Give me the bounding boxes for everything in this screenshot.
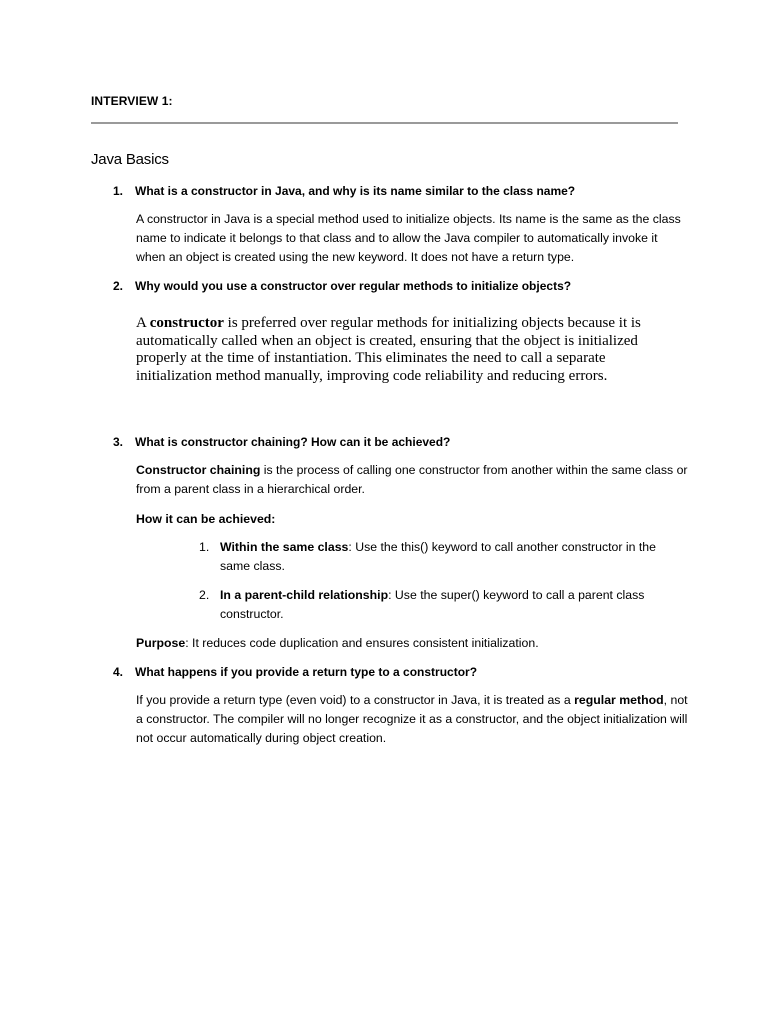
list-item [199, 538, 679, 576]
list-item-term: In a parent-child relationship [220, 588, 389, 602]
document-header: INTERVIEW 1: [91, 94, 173, 108]
list-item-number: 1. [199, 540, 210, 554]
list-item-term: Within the same class [220, 540, 349, 554]
question-text: What is constructor chaining? How can it be achieved? [135, 435, 451, 449]
answer-text: , not a constructor. The compiler will no longer recognize it as a constructor, and the object initialization will not occur automatically during object creation. [136, 693, 688, 745]
question-3 [113, 434, 450, 450]
answer-4 [136, 691, 688, 748]
question-number: 3. [113, 435, 124, 449]
definition-term: Constructor chaining [136, 463, 261, 477]
question-number: 4. [113, 665, 124, 679]
list-item [199, 586, 679, 624]
answer-1: A constructor in Java is a special method used to initialize objects. Its name is the same as the class name to indicate it belongs to that class and to allow the Java compiler to automatically invoke it when an object is created using the new keyword. It does not have a return type. [136, 212, 681, 264]
definition-text: is the process of calling one constructor from another within the same class or from a parent class in a hierarchical order. [136, 463, 688, 496]
answer-emphasis: constructor [149, 315, 224, 331]
purpose-term: Purpose [136, 636, 186, 650]
question-2 [113, 278, 571, 294]
question-number: 2. [113, 279, 124, 293]
list-item-number: 2. [199, 588, 210, 602]
answer-emphasis: regular method [574, 693, 664, 707]
question-1 [113, 183, 575, 199]
answer-text: If you provide a return type (even void) to a constructor in Java, it is treated as a [136, 693, 575, 707]
answer-3-purpose [136, 634, 688, 653]
section-title: Java Basics [91, 151, 169, 168]
question-text: Why would you use a constructor over regular methods to initialize objects? [135, 279, 572, 293]
answer-text: is preferred over regular methods for initializing objects because it is automatically called when an object is created, ensuring that the object is initialized properly at the time of instantiation. This eliminates the need to call a separate initialization method manually, improving code reliability and reducing errors. [136, 315, 641, 384]
header-divider [91, 122, 678, 124]
question-number: 1. [113, 184, 124, 198]
question-4 [113, 664, 477, 680]
purpose-text: : It reduces code duplication and ensures consistent initialization. [185, 636, 539, 650]
answer-3-definition [136, 461, 688, 499]
how-label: How it can be achieved: [136, 512, 276, 526]
list-item-text: : Use the this() keyword to call another constructor in the same class. [220, 540, 656, 573]
answer-2 [136, 315, 676, 385]
answer-text: A [136, 315, 150, 331]
list-item-text: : Use the super() keyword to call a parent class constructor. [220, 588, 645, 621]
question-text: What happens if you provide a return type to a constructor? [135, 665, 478, 679]
question-text: What is a constructor in Java, and why is its name similar to the class name? [135, 184, 576, 198]
